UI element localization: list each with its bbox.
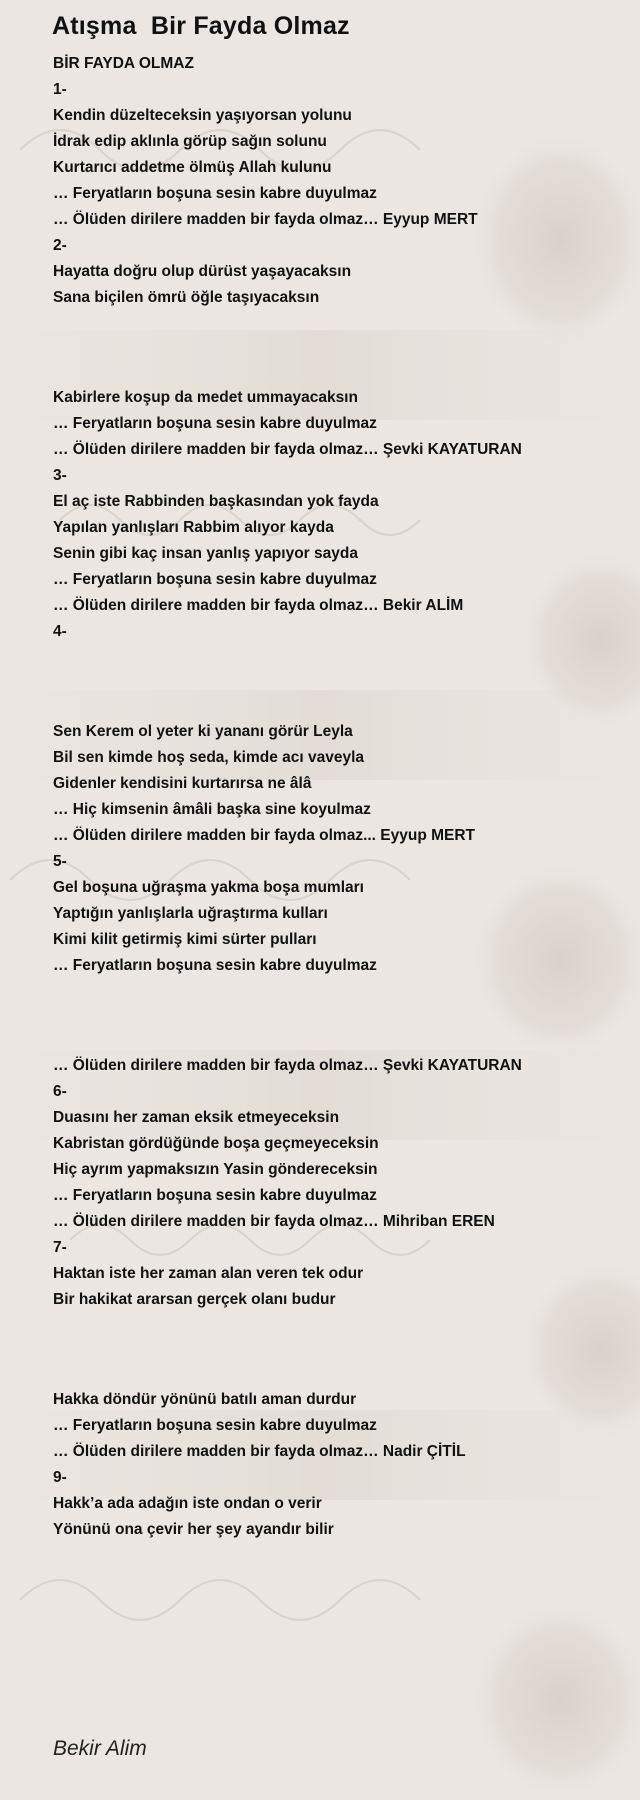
poem-line: Kimi kilit getirmiş kimi sürter pulları [53, 931, 317, 948]
poem-line: … Ölüden dirilere madden bir fayda olmaz… Nadir ÇİTİL [53, 1443, 466, 1460]
poem-title: Atışma Bir Fayda Olmaz [52, 12, 350, 40]
poem-body [53, 51, 633, 1543]
poem-line: Gel boşuna uğraşma yakma boşa mumları [53, 879, 364, 896]
poem-line: 2- [53, 237, 67, 254]
stanza-gap [53, 1313, 633, 1387]
poem-line: Senin gibi kaç insan yanlış yapıyor sayda [53, 545, 358, 562]
poem-line: BİR FAYDA OLMAZ [53, 55, 194, 72]
poem-line: … Ölüden dirilere madden bir fayda olmaz… Bekir ALİM [53, 597, 464, 614]
stanza-gap [53, 645, 633, 719]
poem-line: Bil sen kimde hoş seda, kimde acı vaveyla [53, 749, 365, 766]
poem-line: Kurtarıcı addetme ölmüş Allah kulunu [53, 159, 332, 176]
poem-line: … Feryatların boşuna sesin kabre duyulmaz [53, 571, 377, 588]
poem-line: Duasını her zaman eksik etmeyeceksin [53, 1109, 340, 1126]
poem-line: … Ölüden dirilere madden bir fayda olmaz… Şevki KAYATURAN [53, 441, 522, 458]
poem-line: Hakk’a ada adağın iste ondan o verir [53, 1495, 322, 1512]
poem-line: … Ölüden dirilere madden bir fayda olmaz… Şevki KAYATURAN [53, 1057, 522, 1074]
poem-line: Kabirlere koşup da medet ummayacaksın [53, 389, 358, 406]
poem-line: … Feryatların boşuna sesin kabre duyulmaz [53, 415, 377, 432]
poem-line: Kabristan gördüğünde boşa geçmeyeceksin [53, 1135, 379, 1152]
poem-line: Kendin düzelteceksin yaşıyorsan yolunu [53, 107, 352, 124]
poem-line: … Ölüden dirilere madden bir fayda olmaz… Eyyup MERT [53, 211, 478, 228]
poem-line: … Hiç kimsenin âmâli başka sine koyulmaz [53, 801, 371, 818]
poem-line: Sana biçilen ömrü öğle taşıyacaksın [53, 289, 320, 306]
poem-line: 1- [53, 81, 67, 98]
poem-line: 4- [53, 623, 67, 640]
poem-line: 7- [53, 1239, 67, 1256]
poem-line: Yaptığın yanlışlarla uğraştırma kulları [53, 905, 328, 922]
poem-line: El aç iste Rabbinden başkasından yok fayda [53, 493, 379, 510]
poem-line: Hayatta doğru olup dürüst yaşayacaksın [53, 263, 352, 280]
poem-line: Haktan iste her zaman alan veren tek odur [53, 1265, 364, 1282]
poem-line: Hiç ayrım yapmaksızın Yasin göndereceksin [53, 1161, 378, 1178]
stanza-gap [53, 979, 633, 1053]
stanza-gap [53, 311, 633, 385]
poem-line: İdrak edip aklınla görüp sağın solunu [53, 133, 327, 150]
poem-line: … Ölüden dirilere madden bir fayda olmaz... Eyyup MERT [53, 827, 476, 844]
poem-line: Bir hakikat ararsan gerçek olanı budur [53, 1291, 336, 1308]
poem-line: … Feryatların boşuna sesin kabre duyulmaz [53, 1187, 377, 1204]
poem-author: Bekir Alim [53, 1737, 147, 1760]
poem-line: Hakka döndür yönünü batılı aman durdur [53, 1391, 357, 1408]
poem-line: Gidenler kendisini kurtarırsa ne âlâ [53, 775, 312, 792]
poem-line: Sen Kerem ol yeter ki yananı görür Leyla [53, 723, 353, 740]
poem-line: … Feryatların boşuna sesin kabre duyulmaz [53, 1417, 377, 1434]
poem-line: 9- [53, 1469, 67, 1486]
poem-line: Yönünü ona çevir her şey ayandır bilir [53, 1521, 334, 1538]
poem-line: 3- [53, 467, 67, 484]
poem-line: … Feryatların boşuna sesin kabre duyulmaz [53, 185, 377, 202]
poem-line: 6- [53, 1083, 67, 1100]
poem-line: 5- [53, 853, 67, 870]
poem-line: Yapılan yanlışları Rabbim alıyor kayda [53, 519, 334, 536]
poem-line: … Feryatların boşuna sesin kabre duyulmaz [53, 957, 377, 974]
poem-line: … Ölüden dirilere madden bir fayda olmaz… Mihriban EREN [53, 1213, 495, 1230]
